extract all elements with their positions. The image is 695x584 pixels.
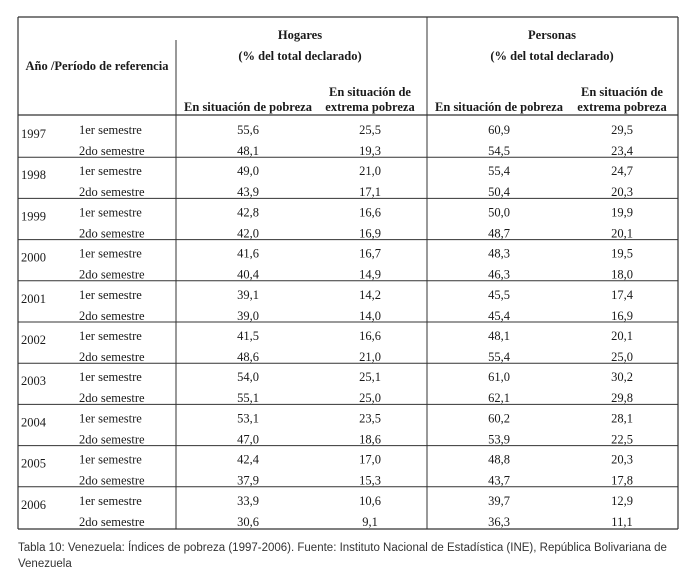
value-cell: 23,4 (611, 144, 633, 158)
value-cell: 19,5 (611, 246, 633, 261)
value-cell: 39,1 (237, 287, 259, 302)
value-cell: 48,1 (488, 329, 510, 343)
value-cell: 53,9 (488, 432, 510, 447)
value-cell: 49,0 (237, 164, 259, 179)
value-cell: 47,0 (237, 432, 259, 447)
value-cell: 60,9 (488, 123, 510, 137)
value-cell: 25,0 (359, 391, 381, 406)
period-label: 1er semestre (79, 123, 142, 137)
period-label: 1er semestre (79, 246, 142, 261)
value-cell: 43,9 (237, 185, 259, 200)
header-hogares-extreme-line2: extrema pobreza (325, 100, 415, 114)
period-label: 2do semestre (79, 226, 145, 241)
value-cell: 48,3 (488, 246, 510, 261)
value-cell: 19,3 (359, 144, 381, 158)
value-cell: 19,9 (611, 205, 633, 220)
value-cell: 55,1 (237, 391, 259, 406)
value-cell: 33,9 (237, 493, 259, 508)
period-label: 2do semestre (79, 185, 145, 200)
value-cell: 42,8 (237, 205, 259, 220)
value-cell: 36,3 (488, 514, 510, 529)
value-cell: 42,0 (237, 226, 259, 241)
value-cell: 55,6 (237, 123, 259, 137)
value-cell: 21,0 (359, 350, 381, 364)
value-cell: 48,6 (237, 350, 259, 364)
value-cell: 48,1 (237, 144, 259, 158)
value-cell: 16,9 (611, 308, 633, 323)
value-cell: 20,3 (611, 185, 633, 200)
period-label: 1er semestre (79, 164, 142, 179)
value-cell: 10,6 (359, 493, 381, 508)
value-cell: 11,1 (611, 514, 633, 529)
value-cell: 14,0 (359, 308, 381, 323)
value-cell: 55,4 (488, 164, 510, 179)
value-cell: 60,2 (488, 411, 510, 426)
value-cell: 14,2 (359, 287, 381, 302)
value-cell: 48,8 (488, 452, 510, 467)
period-label: 2do semestre (79, 144, 145, 158)
value-cell: 50,0 (488, 205, 510, 220)
header-hogares-poverty: En situación de pobreza (184, 100, 312, 114)
value-cell: 45,4 (488, 308, 510, 323)
value-cell: 28,1 (611, 411, 633, 426)
value-cell: 17,0 (359, 452, 381, 467)
year-label: 2006 (21, 497, 46, 512)
value-cell: 41,5 (237, 329, 259, 343)
value-cell: 17,4 (611, 287, 633, 302)
value-cell: 53,1 (237, 411, 259, 426)
value-cell: 20,1 (611, 329, 633, 343)
header-hogares-extreme-line1: En situación de (329, 85, 411, 99)
period-label: 1er semestre (79, 329, 142, 343)
value-cell: 54,0 (237, 370, 259, 385)
value-cell: 16,6 (359, 329, 381, 343)
year-label: 2000 (21, 250, 46, 265)
period-label: 2do semestre (79, 473, 145, 488)
value-cell: 39,7 (488, 493, 510, 508)
value-cell: 37,9 (237, 473, 259, 488)
value-cell: 61,0 (488, 370, 510, 385)
header-hogares-title: Hogares (277, 28, 323, 42)
value-cell: 41,6 (237, 246, 259, 261)
value-cell: 24,7 (611, 164, 633, 179)
period-label: 2do semestre (79, 391, 145, 406)
table-body (21, 123, 634, 529)
value-cell: 21,0 (359, 164, 381, 179)
header-personas-poverty: En situación de pobreza (435, 100, 563, 114)
period-label: 2do semestre (79, 350, 145, 364)
year-label: 1997 (21, 127, 46, 141)
header-personas-title: Personas (528, 28, 576, 42)
period-label: 2do semestre (79, 514, 145, 529)
value-cell: 54,5 (488, 144, 510, 158)
period-label: 1er semestre (79, 452, 142, 467)
value-cell: 18,0 (611, 267, 633, 282)
header-personas-extreme-line1: En situación de (581, 85, 663, 99)
period-label: 1er semestre (79, 287, 142, 302)
year-label: 2003 (21, 374, 46, 389)
period-label: 1er semestre (79, 205, 142, 220)
year-label: 2002 (21, 333, 46, 347)
header-year-period: Año /Período de referencia (25, 59, 169, 73)
value-cell: 30,2 (611, 370, 633, 385)
value-cell: 25,0 (611, 350, 633, 364)
table-caption: Tabla 10: Venezuela: Índices de pobreza (1997-2006). Fuente: Instituto Nacional de Estadística (INE), República Bolivariana de Venezuela (18, 542, 667, 570)
year-label: 1998 (21, 168, 46, 183)
value-cell: 20,1 (611, 226, 633, 241)
year-label: 2001 (21, 291, 46, 306)
value-cell: 23,5 (359, 411, 381, 426)
value-cell: 29,8 (611, 391, 633, 406)
value-cell: 16,9 (359, 226, 381, 241)
value-cell: 40,4 (237, 267, 259, 282)
period-label: 2do semestre (79, 267, 145, 282)
value-cell: 25,5 (359, 123, 381, 137)
value-cell: 17,8 (611, 473, 633, 488)
value-cell: 30,6 (237, 514, 259, 529)
value-cell: 18,6 (359, 432, 381, 447)
value-cell: 20,3 (611, 452, 633, 467)
value-cell: 39,0 (237, 308, 259, 323)
period-label: 1er semestre (79, 411, 142, 426)
year-label: 1999 (21, 209, 46, 224)
period-label: 1er semestre (79, 493, 142, 508)
header-personas-extreme-line2: extrema pobreza (577, 100, 667, 114)
value-cell: 50,4 (488, 185, 510, 200)
value-cell: 16,6 (359, 205, 381, 220)
value-cell: 17,1 (359, 185, 381, 200)
header-personas-subtitle: (% del total declarado) (490, 49, 614, 63)
value-cell: 12,9 (611, 493, 633, 508)
year-label: 2004 (21, 415, 46, 430)
period-label: 2do semestre (79, 432, 145, 447)
value-cell: 22,5 (611, 432, 633, 447)
period-label: 2do semestre (79, 308, 145, 323)
value-cell: 15,3 (359, 473, 381, 488)
value-cell: 46,3 (488, 267, 510, 282)
value-cell: 62,1 (488, 391, 510, 406)
value-cell: 9,1 (362, 514, 378, 529)
value-cell: 25,1 (359, 370, 381, 385)
value-cell: 14,9 (359, 267, 381, 282)
value-cell: 29,5 (611, 123, 633, 137)
value-cell: 55,4 (488, 350, 510, 364)
period-label: 1er semestre (79, 370, 142, 385)
value-cell: 45,5 (488, 287, 510, 302)
year-label: 2005 (21, 456, 46, 471)
header-hogares-subtitle: (% del total declarado) (238, 49, 362, 63)
value-cell: 42,4 (237, 452, 259, 467)
value-cell: 48,7 (488, 226, 510, 241)
value-cell: 43,7 (488, 473, 510, 488)
value-cell: 16,7 (359, 246, 381, 261)
